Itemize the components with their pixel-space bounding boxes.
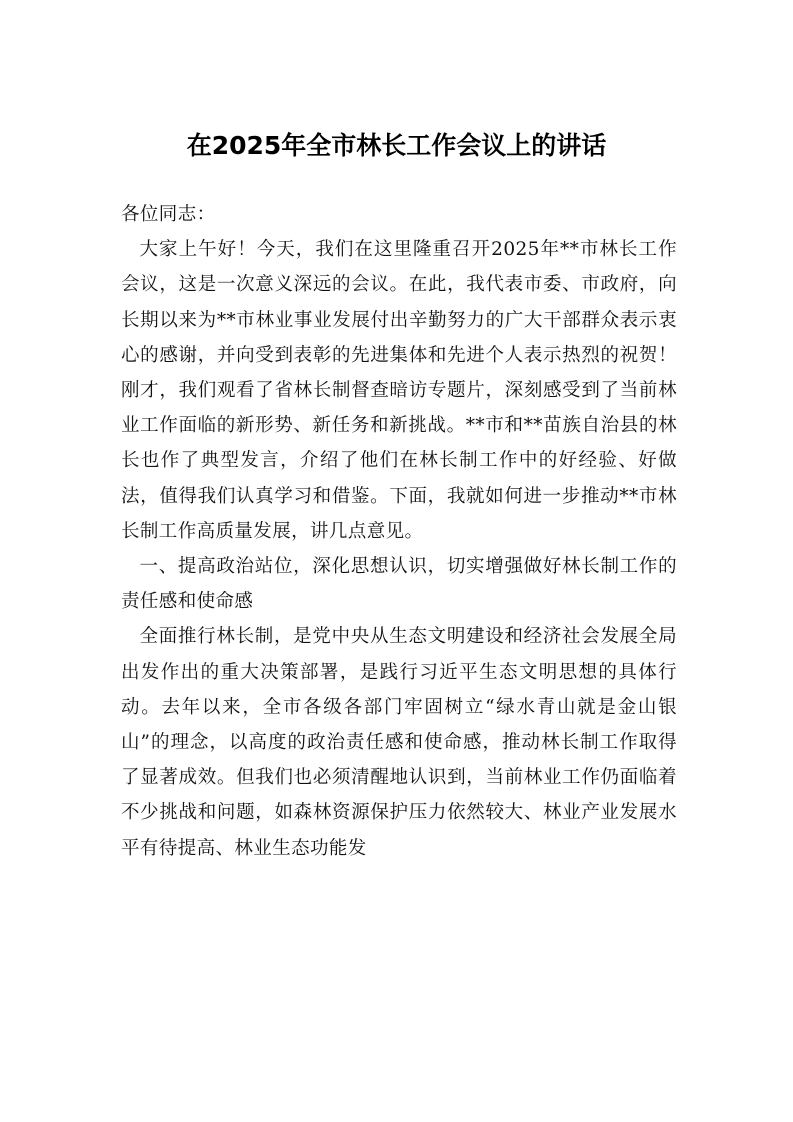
section-heading-1: 一、提高政治站位，深化思想认识，切实增强做好林长制工作的责任感和使命感 (121, 556, 677, 613)
document-title: 在2025年全市林长工作会议上的讲话 (186, 131, 607, 160)
document-body (121, 197, 677, 866)
paragraph-section-1: 全面推行林长制，是党中央从生态文明建设和经济社会发展全局出发作出的重大决策部署，是践行习近平生态文明思想的具体行动。去年以来，全市各级各部门牢固树立“绿水青山就是金山银山”的理念，以高度的政治责任感和使命感，推动林长制工作取得了显著成效。但我们也必须清醒地认识到，当前林业工作仍面临着不少挑战和问题，如森林资源保护压力依然较大、林业产业发展水平有待提高、林业生态功能发 (121, 626, 677, 859)
salutation: 各位同志： (121, 204, 216, 225)
paragraph-opening: 大家上午好！今天，我们在这里隆重召开2025年**市林长工作会议，这是一次意义深远的会议。在此，我代表市委、市政府，向长期以来为**市林业事业发展付出辛勤努力的广大干部群众表示衷心的感谢，并向受到表彰的先进集体和先进个人表示热烈的祝贺！刚才，我们观看了省林长制督查暗访专题片，深刻感受到了当前林业工作面临的新形势、新任务和新挑战。**市和**苗族自治县的林长也作了典型发言，介绍了他们在林长制工作中的好经验、好做法，值得我们认真学习和借鉴。下面，我就如何进一步推动**市林长制工作高质量发展，讲几点意见。 (121, 239, 677, 542)
